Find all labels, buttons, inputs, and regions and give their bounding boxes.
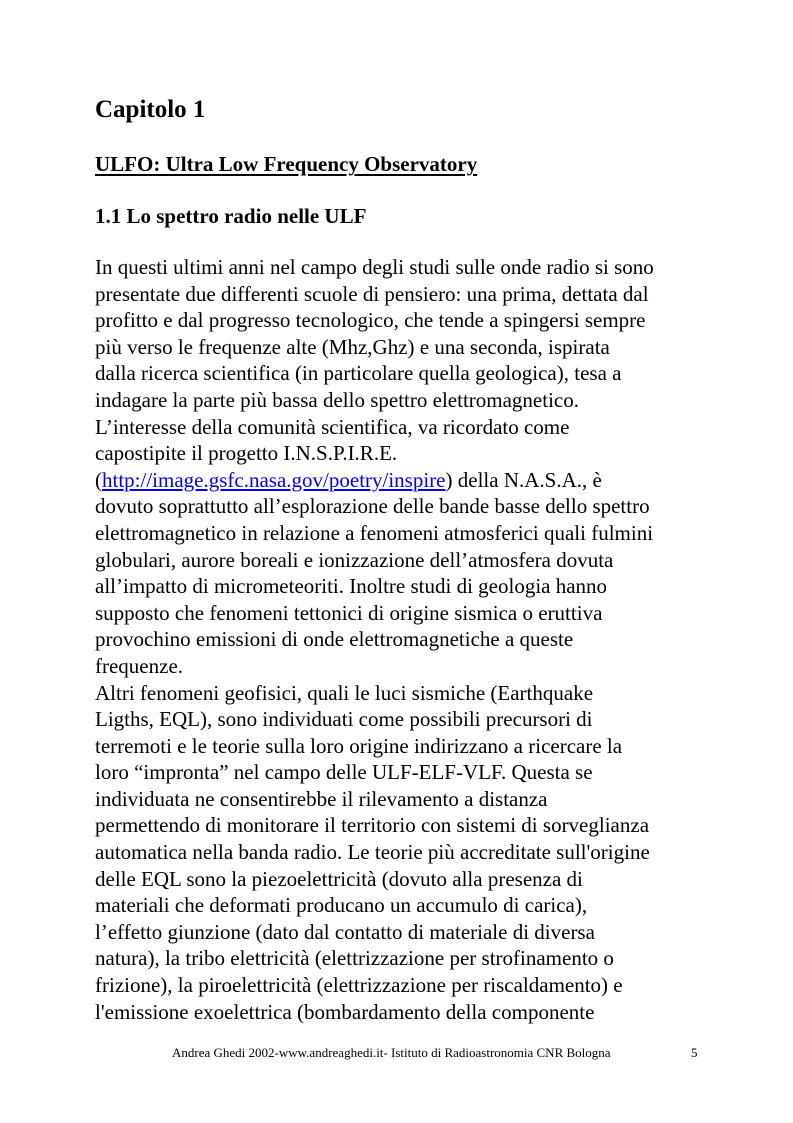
text-line: indagare la parte più bassa dello spettro elettromagnetico. [95,387,579,412]
text-line: l’effetto giunzione (dato dal contatto di materiale di diversa [95,919,595,944]
section-heading: 1.1 Lo spettro radio nelle ULF [95,204,367,228]
text-line: dovuto soprattutto all’esplorazione delle bande basse dello spettro [95,494,650,519]
text-line: l'emissione exoelettrica (bombardamento della componente [95,999,595,1024]
text-line: all’impatto di micrometeoriti. Inoltre studi di geologia hanno [95,574,608,599]
text-line: Ligths, EQL), sono individuati come possibili precursori di [95,707,593,732]
text-line: frequenze. [95,653,184,678]
text-line: provochino emissioni di onde elettromagnetiche a queste [95,627,574,652]
text-line: supposto che fenomeni tettonici di origine sismica o eruttiva [95,600,603,625]
chapter-title: Capitolo 1 [95,96,206,123]
text-line: delle EQL sono la piezoelettricità (dovuto alla presenza di [95,866,583,891]
text-line: frizione), la piroelettricità (elettrizzazione per riscaldamento) e [95,973,623,998]
text-line: terremoti e le teorie sulla loro origine indirizzano a ricercare la [95,733,623,758]
text-line-with-link [95,467,735,494]
text-line: natura), la tribo elettricità (elettrizzazione per strofinamento o [95,946,614,971]
text-line: L’interesse della comunità scientifica, va ricordato come [95,414,570,439]
page-number: 5 [691,1045,698,1060]
text-line: permettendo di monitorare il territorio con sistemi di sorveglianza [95,813,650,838]
page-footer: Andrea Ghedi 2002-www.andreaghedi.it- Istituto di Radioastronomia CNR Bologna [172,1045,611,1060]
text-line: capostipite il progetto I.N.S.P.I.R.E. [95,441,398,466]
text-line: loro “impronta” nel campo delle ULF-ELF-VLF. Questa se [95,760,593,785]
text-line: automatica nella banda radio. Le teorie più accreditate sull'origine [95,840,650,865]
inspire-link[interactable]: http://image.gsfc.nasa.gov/poetry/inspire [102,467,446,492]
text-line: Altri fenomeni geofisici, quali le luci sismiche (Earthquake [95,680,594,705]
text-line: materiali che deformati producano un accumulo di carica), [95,893,588,918]
text-line: globulari, aurore boreali e ionizzazione dell’atmosfera dovuta [95,547,614,572]
body-text [95,254,735,1025]
text-line: elettromagnetico in relazione a fenomeni atmosferici quali fulmini [95,520,654,545]
document-subtitle: ULFO: Ultra Low Frequency Observatory [95,152,478,176]
text-line: più verso le frequenze alte (Mhz,Ghz) e una seconda, ispirata [95,334,610,359]
text-line: profitto e dal progresso tecnologico, che tende a spingersi sempre [95,308,646,333]
link-trailing-text: ) della N.A.S.A., è [445,467,602,492]
open-paren: ( [95,467,102,492]
text-line: dalla ricerca scientifica (in particolare quella geologica), tesa a [95,361,622,386]
text-line: presentate due differenti scuole di pensiero: una prima, dettata dal [95,281,649,306]
text-line: individuata ne consentirebbe il rilevamento a distanza [95,786,548,811]
text-line: In questi ultimi anni nel campo degli studi sulle onde radio si sono [95,255,654,279]
